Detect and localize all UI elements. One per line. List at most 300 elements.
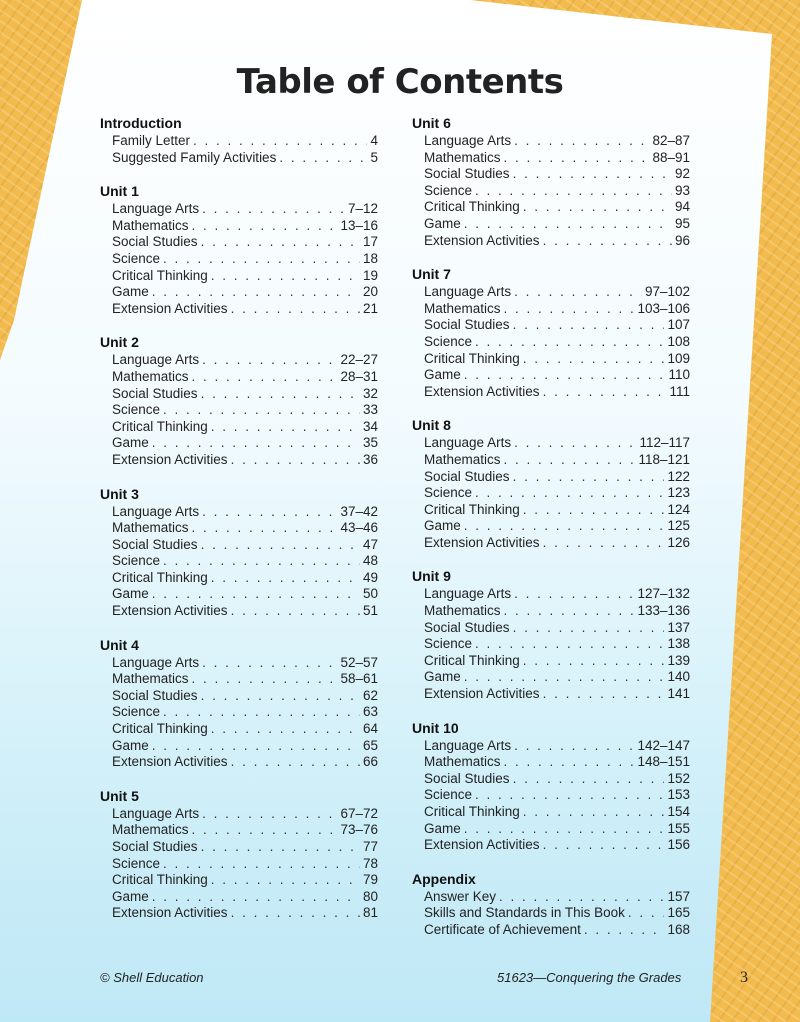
toc-entry[interactable] xyxy=(100,150,378,167)
entry-label: Language Arts xyxy=(424,435,512,451)
entry-label: Science xyxy=(112,704,161,720)
entry-label: Language Arts xyxy=(424,737,512,753)
entry-label: Language Arts xyxy=(112,503,200,519)
toc-entry[interactable] xyxy=(100,553,378,570)
toc-entry[interactable] xyxy=(100,301,378,318)
section-heading: Unit 5 xyxy=(100,787,139,804)
toc-entry[interactable] xyxy=(412,183,690,200)
entry-label: Mathematics xyxy=(424,451,501,467)
dot-leader xyxy=(201,234,360,251)
toc-entry[interactable] xyxy=(100,435,378,452)
entry-label: Game xyxy=(112,737,149,753)
section-heading: Unit 1 xyxy=(100,183,139,200)
section-heading: Unit 7 xyxy=(412,266,451,283)
dot-leader xyxy=(504,452,636,469)
entry-label: Social Studies xyxy=(112,234,198,250)
entry-label: Social Studies xyxy=(424,317,510,333)
entry-label: Game xyxy=(112,284,149,300)
entry-page-number: 155 xyxy=(667,820,690,836)
dot-leader xyxy=(475,787,664,804)
entry-label: Mathematics xyxy=(424,754,501,770)
entry-page-number: 153 xyxy=(667,787,690,803)
entry-label: Social Studies xyxy=(424,468,510,484)
entry-page-number: 112–117 xyxy=(639,435,690,451)
entry-label: Science xyxy=(424,182,473,198)
toc-left-column xyxy=(100,114,378,938)
entry-page-number: 63 xyxy=(362,704,378,720)
entry-page-number: 33 xyxy=(362,402,378,418)
entry-label: Critical Thinking xyxy=(112,418,208,434)
entry-label: Mathematics xyxy=(424,149,501,165)
entry-label: Game xyxy=(112,888,149,904)
toc-entry[interactable] xyxy=(100,905,378,922)
entry-label: Game xyxy=(112,586,149,602)
toc-entry[interactable] xyxy=(100,688,378,705)
dot-leader xyxy=(231,603,360,620)
dot-leader xyxy=(193,133,367,150)
dot-leader xyxy=(202,504,337,521)
toc-section xyxy=(100,485,378,620)
toc-entry[interactable] xyxy=(412,837,690,854)
section-heading: Unit 8 xyxy=(412,417,451,434)
entry-label: Extension Activities xyxy=(112,451,228,467)
entry-label: Science xyxy=(424,333,473,349)
toc-entry[interactable] xyxy=(412,452,690,469)
toc-entry[interactable] xyxy=(412,636,690,653)
toc-entry[interactable] xyxy=(100,284,378,301)
dot-leader xyxy=(464,669,665,686)
dot-leader xyxy=(163,856,360,873)
entry-page-number: 73–76 xyxy=(340,822,378,838)
dot-leader xyxy=(475,334,664,351)
entry-label: Critical Thinking xyxy=(424,501,520,517)
entry-page-number: 18 xyxy=(362,250,378,266)
toc-right-column xyxy=(412,114,690,955)
toc-entry[interactable] xyxy=(412,301,690,318)
dot-leader xyxy=(543,233,672,250)
dot-leader xyxy=(543,535,665,552)
dot-leader xyxy=(499,889,664,906)
toc-entry[interactable] xyxy=(100,402,378,419)
entry-page-number: 88–91 xyxy=(652,149,690,165)
toc-entry[interactable] xyxy=(100,671,378,688)
entry-page-number: 79 xyxy=(362,872,378,888)
toc-entry[interactable] xyxy=(412,754,690,771)
dot-leader xyxy=(475,636,664,653)
toc-entry[interactable] xyxy=(412,216,690,233)
toc-entry[interactable] xyxy=(100,268,378,285)
section-heading: Unit 10 xyxy=(412,719,459,736)
entry-page-number: 165 xyxy=(667,905,690,921)
section-heading: Unit 9 xyxy=(412,568,451,585)
entry-page-number: 122 xyxy=(667,468,690,484)
entry-label: Language Arts xyxy=(112,654,200,670)
toc-section xyxy=(100,182,378,317)
section-heading: Unit 2 xyxy=(100,334,139,351)
entry-page-number: 148–151 xyxy=(637,754,690,770)
dot-leader xyxy=(464,518,665,535)
toc-section xyxy=(100,333,378,468)
entry-page-number: 127–132 xyxy=(637,586,690,602)
toc-entry[interactable] xyxy=(412,485,690,502)
entry-label: Extension Activities xyxy=(424,837,540,853)
toc-entry[interactable] xyxy=(100,603,378,620)
toc-entry[interactable] xyxy=(412,150,690,167)
entry-page-number: 51 xyxy=(362,603,378,619)
entry-label: Social Studies xyxy=(112,839,198,854)
dot-leader xyxy=(202,352,337,369)
dot-leader xyxy=(211,872,360,889)
dot-leader xyxy=(192,671,338,688)
entry-page-number: 118–121 xyxy=(638,451,690,467)
entry-label: Game xyxy=(112,435,149,451)
entry-label: Critical Thinking xyxy=(424,350,520,366)
toc-entry[interactable] xyxy=(412,502,690,519)
entry-page-number: 126 xyxy=(667,534,690,550)
dot-leader xyxy=(584,922,665,939)
dot-leader xyxy=(504,754,635,771)
toc-entry[interactable] xyxy=(412,199,690,216)
toc-entry[interactable] xyxy=(100,586,378,603)
entry-label: Social Studies xyxy=(424,619,510,635)
dot-leader xyxy=(211,721,360,738)
toc-entry[interactable] xyxy=(100,806,378,823)
entry-page-number: 137 xyxy=(667,619,690,635)
toc-section xyxy=(412,265,690,400)
toc-entry[interactable] xyxy=(412,787,690,804)
dot-leader xyxy=(504,150,650,167)
toc-entry[interactable] xyxy=(100,856,378,873)
dot-leader xyxy=(231,754,360,771)
toc-entry[interactable] xyxy=(100,704,378,721)
toc-entry[interactable] xyxy=(412,367,690,384)
section-heading: Appendix xyxy=(412,870,476,887)
toc-entry[interactable] xyxy=(100,537,378,554)
entry-page-number: 48 xyxy=(362,553,378,569)
dot-leader xyxy=(514,133,649,150)
toc-section xyxy=(412,567,690,702)
dot-leader xyxy=(202,201,345,218)
entry-label: Game xyxy=(424,215,461,231)
entry-label: Mathematics xyxy=(112,822,189,838)
entry-label: Critical Thinking xyxy=(112,872,208,888)
toc-entry[interactable] xyxy=(412,166,690,183)
entry-page-number: 32 xyxy=(362,385,378,401)
dot-leader xyxy=(514,284,642,301)
dot-leader xyxy=(504,301,635,318)
entry-label: Extension Activities xyxy=(112,754,228,770)
toc-entry[interactable] xyxy=(412,317,690,334)
entry-label: Extension Activities xyxy=(112,603,228,619)
entry-label: Science xyxy=(112,402,161,418)
dot-leader xyxy=(513,469,665,486)
entry-page-number: 81 xyxy=(362,905,378,921)
dot-leader xyxy=(201,537,360,554)
entry-label: Extension Activities xyxy=(424,383,540,399)
toc-entry[interactable] xyxy=(100,352,378,369)
dot-leader xyxy=(523,351,665,368)
dot-leader xyxy=(523,653,665,670)
toc-section xyxy=(412,416,690,551)
entry-page-number: 7–12 xyxy=(347,201,378,217)
entry-page-number: 140 xyxy=(667,669,690,685)
entry-page-number: 123 xyxy=(667,485,690,501)
dot-leader xyxy=(192,369,338,386)
toc-entry[interactable] xyxy=(100,369,378,386)
entry-page-number: 17 xyxy=(362,234,378,250)
page-title: Table of Contents xyxy=(236,62,564,102)
entry-label: Game xyxy=(424,669,461,685)
dot-leader xyxy=(628,905,665,922)
toc-entry[interactable] xyxy=(100,721,378,738)
toc-entry[interactable] xyxy=(100,738,378,755)
entry-label: Answer Key xyxy=(424,888,497,904)
dot-leader xyxy=(163,553,360,570)
section-heading: Unit 6 xyxy=(412,115,451,131)
entry-page-number: 43–46 xyxy=(340,520,378,536)
entry-page-number: 107 xyxy=(667,317,690,333)
toc-section xyxy=(100,787,378,922)
dot-leader xyxy=(202,806,337,823)
toc-entry[interactable] xyxy=(100,520,378,537)
dot-leader xyxy=(514,738,634,755)
toc-entry[interactable] xyxy=(100,504,378,521)
toc-entry[interactable] xyxy=(100,419,378,436)
entry-page-number: 95 xyxy=(674,215,690,231)
entry-page-number: 93 xyxy=(674,182,690,198)
entry-page-number: 78 xyxy=(362,855,378,871)
dot-leader xyxy=(543,384,667,401)
entry-page-number: 108 xyxy=(667,333,690,349)
section-heading: Unit 3 xyxy=(100,485,139,502)
dot-leader xyxy=(543,686,665,703)
dot-leader xyxy=(231,905,360,922)
entry-page-number: 133–136 xyxy=(637,603,690,619)
dot-leader xyxy=(475,183,672,200)
entry-page-number: 152 xyxy=(667,770,690,786)
entry-label: Mathematics xyxy=(112,671,189,687)
toc-entry[interactable] xyxy=(412,469,690,486)
dot-leader xyxy=(152,738,360,755)
dot-leader xyxy=(231,301,360,318)
dot-leader xyxy=(523,804,665,821)
entry-label: Critical Thinking xyxy=(112,721,208,737)
entry-label: Extension Activities xyxy=(112,300,228,316)
entry-page-number: 92 xyxy=(674,166,690,182)
entry-page-number: 35 xyxy=(362,435,378,451)
entry-label: Critical Thinking xyxy=(112,267,208,283)
dot-leader xyxy=(202,655,337,672)
dot-leader xyxy=(163,251,360,268)
dot-leader xyxy=(513,620,665,637)
toc-entry[interactable] xyxy=(412,586,690,603)
dot-leader xyxy=(201,386,360,403)
dot-leader xyxy=(152,889,360,906)
entry-label: Game xyxy=(424,820,461,836)
entry-page-number: 77 xyxy=(362,839,378,854)
toc-entry[interactable] xyxy=(412,922,690,939)
dot-leader xyxy=(163,704,360,721)
toc-entry[interactable] xyxy=(100,133,378,150)
toc-entry[interactable] xyxy=(412,620,690,637)
dot-leader xyxy=(211,570,360,587)
entry-page-number: 66 xyxy=(362,754,378,770)
page-number: 3 xyxy=(740,969,748,986)
toc-entry[interactable] xyxy=(412,233,690,250)
dot-leader xyxy=(163,402,360,419)
toc-entry[interactable] xyxy=(100,570,378,587)
entry-label: Mathematics xyxy=(424,300,501,316)
toc-entry[interactable] xyxy=(100,234,378,251)
toc-entry[interactable] xyxy=(100,872,378,889)
dot-leader xyxy=(192,520,338,537)
entry-page-number: 22–27 xyxy=(340,352,378,368)
toc-entry[interactable] xyxy=(100,754,378,771)
entry-page-number: 82–87 xyxy=(652,133,690,148)
entry-label: Mathematics xyxy=(112,520,189,536)
entry-label: Critical Thinking xyxy=(424,652,520,668)
dot-leader xyxy=(211,419,360,436)
toc-entry[interactable] xyxy=(412,384,690,401)
toc-entry[interactable] xyxy=(412,351,690,368)
toc-section xyxy=(100,636,378,771)
toc-entry[interactable] xyxy=(412,334,690,351)
entry-label: Extension Activities xyxy=(424,534,540,550)
entry-page-number: 109 xyxy=(667,350,690,366)
entry-page-number: 37–42 xyxy=(340,503,378,519)
section-heading: Introduction xyxy=(100,115,182,131)
entry-page-number: 67–72 xyxy=(340,805,378,821)
toc-entry[interactable] xyxy=(100,655,378,672)
entry-page-number: 4 xyxy=(370,133,378,148)
entry-page-number: 139 xyxy=(667,652,690,668)
toc-entry[interactable] xyxy=(412,771,690,788)
toc-entry[interactable] xyxy=(412,804,690,821)
footer-book-title: 51623—Conquering the Grades xyxy=(497,970,682,985)
toc-entry[interactable] xyxy=(100,386,378,403)
entry-page-number: 157 xyxy=(667,888,690,904)
toc-entry[interactable] xyxy=(412,603,690,620)
toc-entry[interactable] xyxy=(412,905,690,922)
entry-label: Language Arts xyxy=(112,201,200,217)
toc-entry[interactable] xyxy=(412,669,690,686)
entry-page-number: 21 xyxy=(362,300,378,316)
entry-page-number: 47 xyxy=(362,536,378,552)
entry-label: Social Studies xyxy=(112,687,198,703)
dot-leader xyxy=(513,166,672,183)
entry-page-number: 168 xyxy=(667,921,690,937)
toc-entry[interactable] xyxy=(412,284,690,301)
dot-leader xyxy=(464,216,672,233)
toc-entry[interactable] xyxy=(412,518,690,535)
entry-page-number: 36 xyxy=(362,451,378,467)
entry-label: Mathematics xyxy=(112,368,189,384)
entry-label: Mathematics xyxy=(424,603,501,619)
entry-label: Science xyxy=(424,636,473,652)
entry-page-number: 19 xyxy=(362,267,378,283)
dot-leader xyxy=(523,199,672,216)
entry-label: Extension Activities xyxy=(112,905,228,921)
entry-page-number: 154 xyxy=(667,804,690,819)
dot-leader xyxy=(211,268,360,285)
entry-page-number: 50 xyxy=(362,586,378,602)
toc-entry[interactable] xyxy=(100,822,378,839)
dot-leader xyxy=(514,435,636,452)
toc-section xyxy=(412,870,690,939)
entry-page-number: 94 xyxy=(674,199,690,215)
toc-entry[interactable] xyxy=(412,738,690,755)
dot-leader xyxy=(464,821,665,838)
dot-leader xyxy=(523,502,665,519)
entry-label: Extension Activities xyxy=(424,232,540,248)
toc-entry[interactable] xyxy=(100,251,378,268)
entry-label: Skills and Standards in This Book xyxy=(424,905,625,921)
section-heading: Unit 4 xyxy=(100,636,139,653)
dot-leader xyxy=(192,218,338,235)
toc-entry[interactable] xyxy=(100,452,378,469)
entry-label: Science xyxy=(112,250,161,266)
entry-label: Language Arts xyxy=(424,133,512,148)
entry-page-number: 138 xyxy=(667,636,690,652)
toc-entry[interactable] xyxy=(412,435,690,452)
entry-page-number: 125 xyxy=(667,518,690,534)
toc-entry[interactable] xyxy=(412,133,690,150)
toc-entry[interactable] xyxy=(100,218,378,235)
toc-entry[interactable] xyxy=(412,821,690,838)
entry-label: Science xyxy=(112,855,161,871)
toc-entry[interactable] xyxy=(412,686,690,703)
toc-entry[interactable] xyxy=(100,839,378,856)
dot-leader xyxy=(513,317,665,334)
entry-label: Suggested Family Activities xyxy=(112,149,277,165)
toc-entry[interactable] xyxy=(100,889,378,906)
dot-leader xyxy=(152,284,360,301)
dot-leader xyxy=(201,688,360,705)
entry-page-number: 110 xyxy=(668,367,690,383)
entry-page-number: 80 xyxy=(362,888,378,904)
entry-page-number: 34 xyxy=(362,418,378,434)
entry-page-number: 49 xyxy=(362,569,378,585)
toc-entry[interactable] xyxy=(412,535,690,552)
entry-page-number: 28–31 xyxy=(340,368,378,384)
entry-label: Social Studies xyxy=(112,536,198,552)
dot-leader xyxy=(464,367,666,384)
toc-entry[interactable] xyxy=(100,201,378,218)
entry-label: Science xyxy=(424,787,473,803)
entry-label: Critical Thinking xyxy=(424,804,520,819)
dot-leader xyxy=(152,435,360,452)
entry-label: Critical Thinking xyxy=(112,569,208,585)
entry-label: Game xyxy=(424,518,461,534)
entry-label: Language Arts xyxy=(112,805,200,821)
entry-page-number: 5 xyxy=(370,149,378,165)
entry-page-number: 62 xyxy=(362,687,378,703)
entry-label: Mathematics xyxy=(112,217,189,233)
toc-entry[interactable] xyxy=(412,889,690,906)
dot-leader xyxy=(192,822,338,839)
entry-label: Social Studies xyxy=(424,770,510,786)
entry-label: Critical Thinking xyxy=(424,199,520,215)
toc-section xyxy=(412,114,690,249)
toc-section xyxy=(412,719,690,854)
entry-label: Family Letter xyxy=(112,133,191,148)
entry-page-number: 58–61 xyxy=(340,671,378,687)
dot-leader xyxy=(279,150,367,167)
dot-leader xyxy=(514,586,634,603)
footer-copyright: © Shell Education xyxy=(100,970,204,985)
toc-entry[interactable] xyxy=(412,653,690,670)
dot-leader xyxy=(201,839,360,856)
